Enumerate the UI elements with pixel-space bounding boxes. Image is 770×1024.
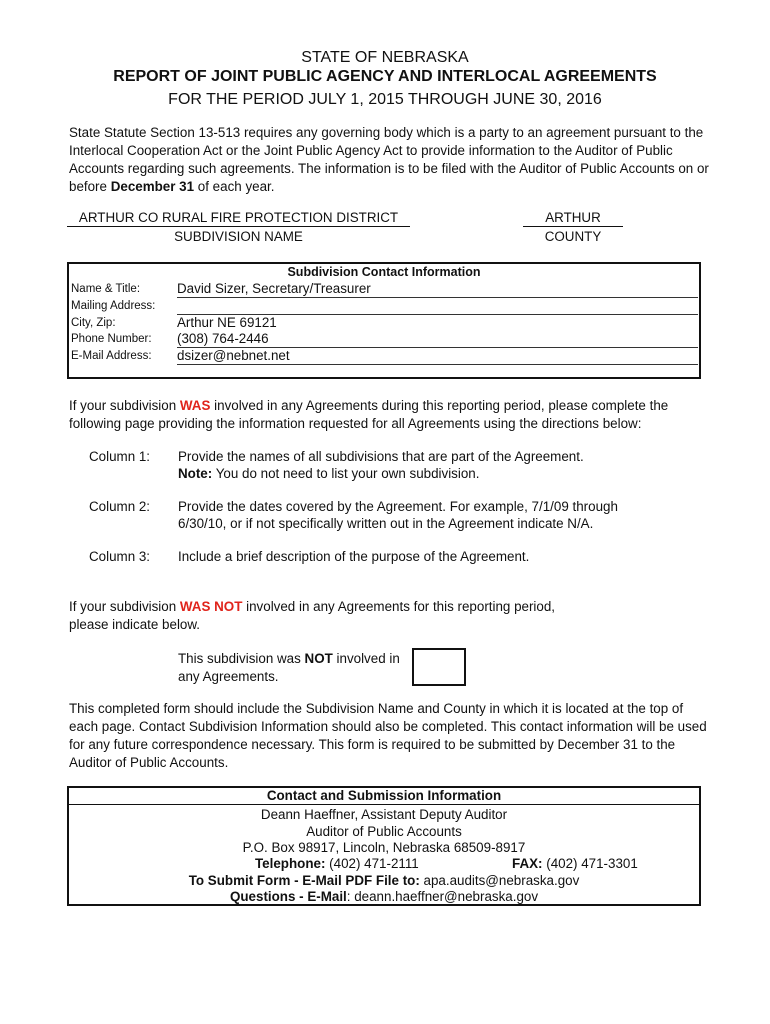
contact-row-phone [69,331,699,348]
phone-number-field[interactable]: (308) 764-2446 [177,331,698,348]
state-heading: STATE OF NEBRASKA [301,49,469,66]
auditor-name: Deann Haeffner, Assistant Deputy Auditor [260,807,508,822]
was-not-paragraph: If your subdivision WAS NOT involved in any Agreements for this reporting period, please indicate below. [69,599,556,632]
was-highlight: WAS [179,398,211,413]
city-zip-field[interactable]: Arthur NE 69121 [177,315,277,330]
column-2-text: Provide the dates covered by the Agreement. For example, 7/1/09 through 6/30/10, or if not specifically written out in the Agreement indicate N/A. [178,499,618,531]
fax-line: FAX: (402) 471-3301 [512,856,638,871]
reporting-period: FOR THE PERIOD JULY 1, 2015 THROUGH JUNE 30, 2016 [168,91,602,108]
email-address-label: E-Mail Address: [71,350,152,362]
subdivision-name-field[interactable]: ARTHUR CO RURAL FIRE PROTECTION DISTRICT [67,210,410,227]
column-3-text: Include a brief description of the purpose of the Agreement. [178,549,530,564]
contact-row-city [69,315,699,332]
column-3-label: Column 3: [89,549,151,564]
subdivision-name-caption: SUBDIVISION NAME [174,229,303,244]
auditor-address: P.O. Box 98917, Lincoln, Nebraska 68509-8917 [242,840,526,855]
telephone-line: Telephone: (402) 471-2111 [255,856,419,871]
submit-email-line: To Submit Form - E-Mail PDF File to: apa.audits@nebraska.gov [188,873,580,888]
county-caption: COUNTY [544,229,602,244]
completed-form-paragraph: This completed form should include the Subdivision Name and County in which it is located at the top of each page. Contact Subdivision Information should also be completed. This contact information will be used for any future correspondence necessary. This form is required to be submitted by December 31 to the Auditor of Public Accounts. [69,701,707,770]
subdivision-name-block [67,210,410,244]
not-involved-checkbox[interactable] [412,648,466,686]
deadline-date: December 31 [110,179,195,194]
submission-box-title: Contact and Submission Information [69,788,699,805]
mailing-address-label: Mailing Address: [71,300,156,312]
column-1-note-label: Note: [178,466,213,481]
contact-row-name [69,281,699,298]
column-1-text: Provide the names of all subdivisions that are part of the Agreement. Note: You do not need to list your own subdivision. [178,449,584,481]
contact-row-blank [69,364,699,381]
contact-row-email [69,348,699,365]
intro-paragraph: State Statute Section 13-513 requires any governing body which is a party to an agreement pursuant to the Interlocal Cooperation Act or the Joint Public Agency Act to provide information to the Auditor of Public Accounts regarding such agreements. The information is to be filed with the Auditor of Public Accounts on or before December 31 of each year. [69,125,709,194]
telephone-number: (402) 471-2111 [325,856,419,871]
column-1-label: Column 1: [89,449,151,464]
contact-box-title: Subdivision Contact Information [287,265,481,279]
questions-email-line: Questions - E-Mail: deann.haeffner@nebraska.gov [229,889,539,904]
mailing-address-field[interactable] [177,298,698,315]
email-address-field[interactable]: dsizer@nebnet.net [177,348,698,365]
report-title: REPORT OF JOINT PUBLIC AGENCY AND INTERLOCAL AGREEMENTS [113,68,657,85]
auditor-office: Auditor of Public Accounts [306,824,462,839]
was-involved-paragraph: If your subdivision WAS involved in any Agreements during this reporting period, please complete the following page providing the information requested for all Agreements using the directions below: [69,398,669,431]
county-field[interactable]: ARTHUR [523,210,623,227]
questions-email-link[interactable]: : deann.haeffner@nebraska.gov [346,889,539,904]
name-title-field[interactable]: David Sizer, Secretary/Treasurer [177,281,698,298]
county-block [523,210,623,244]
contact-row-mailing [69,298,699,315]
was-not-highlight: WAS NOT [179,599,243,614]
submission-info-box [67,786,701,906]
not-involved-label: This subdivision was NOT involved in any Agreements. [178,651,400,684]
name-title-label: Name & Title: [71,283,141,295]
column-2-label: Column 2: [89,499,151,514]
submit-email-link[interactable]: apa.audits@nebraska.gov [419,873,580,888]
fax-number: (402) 471-3301 [542,856,638,871]
subdivision-contact-box [67,262,701,379]
city-zip-label: City, Zip: [71,317,116,329]
phone-number-label: Phone Number: [71,333,152,345]
